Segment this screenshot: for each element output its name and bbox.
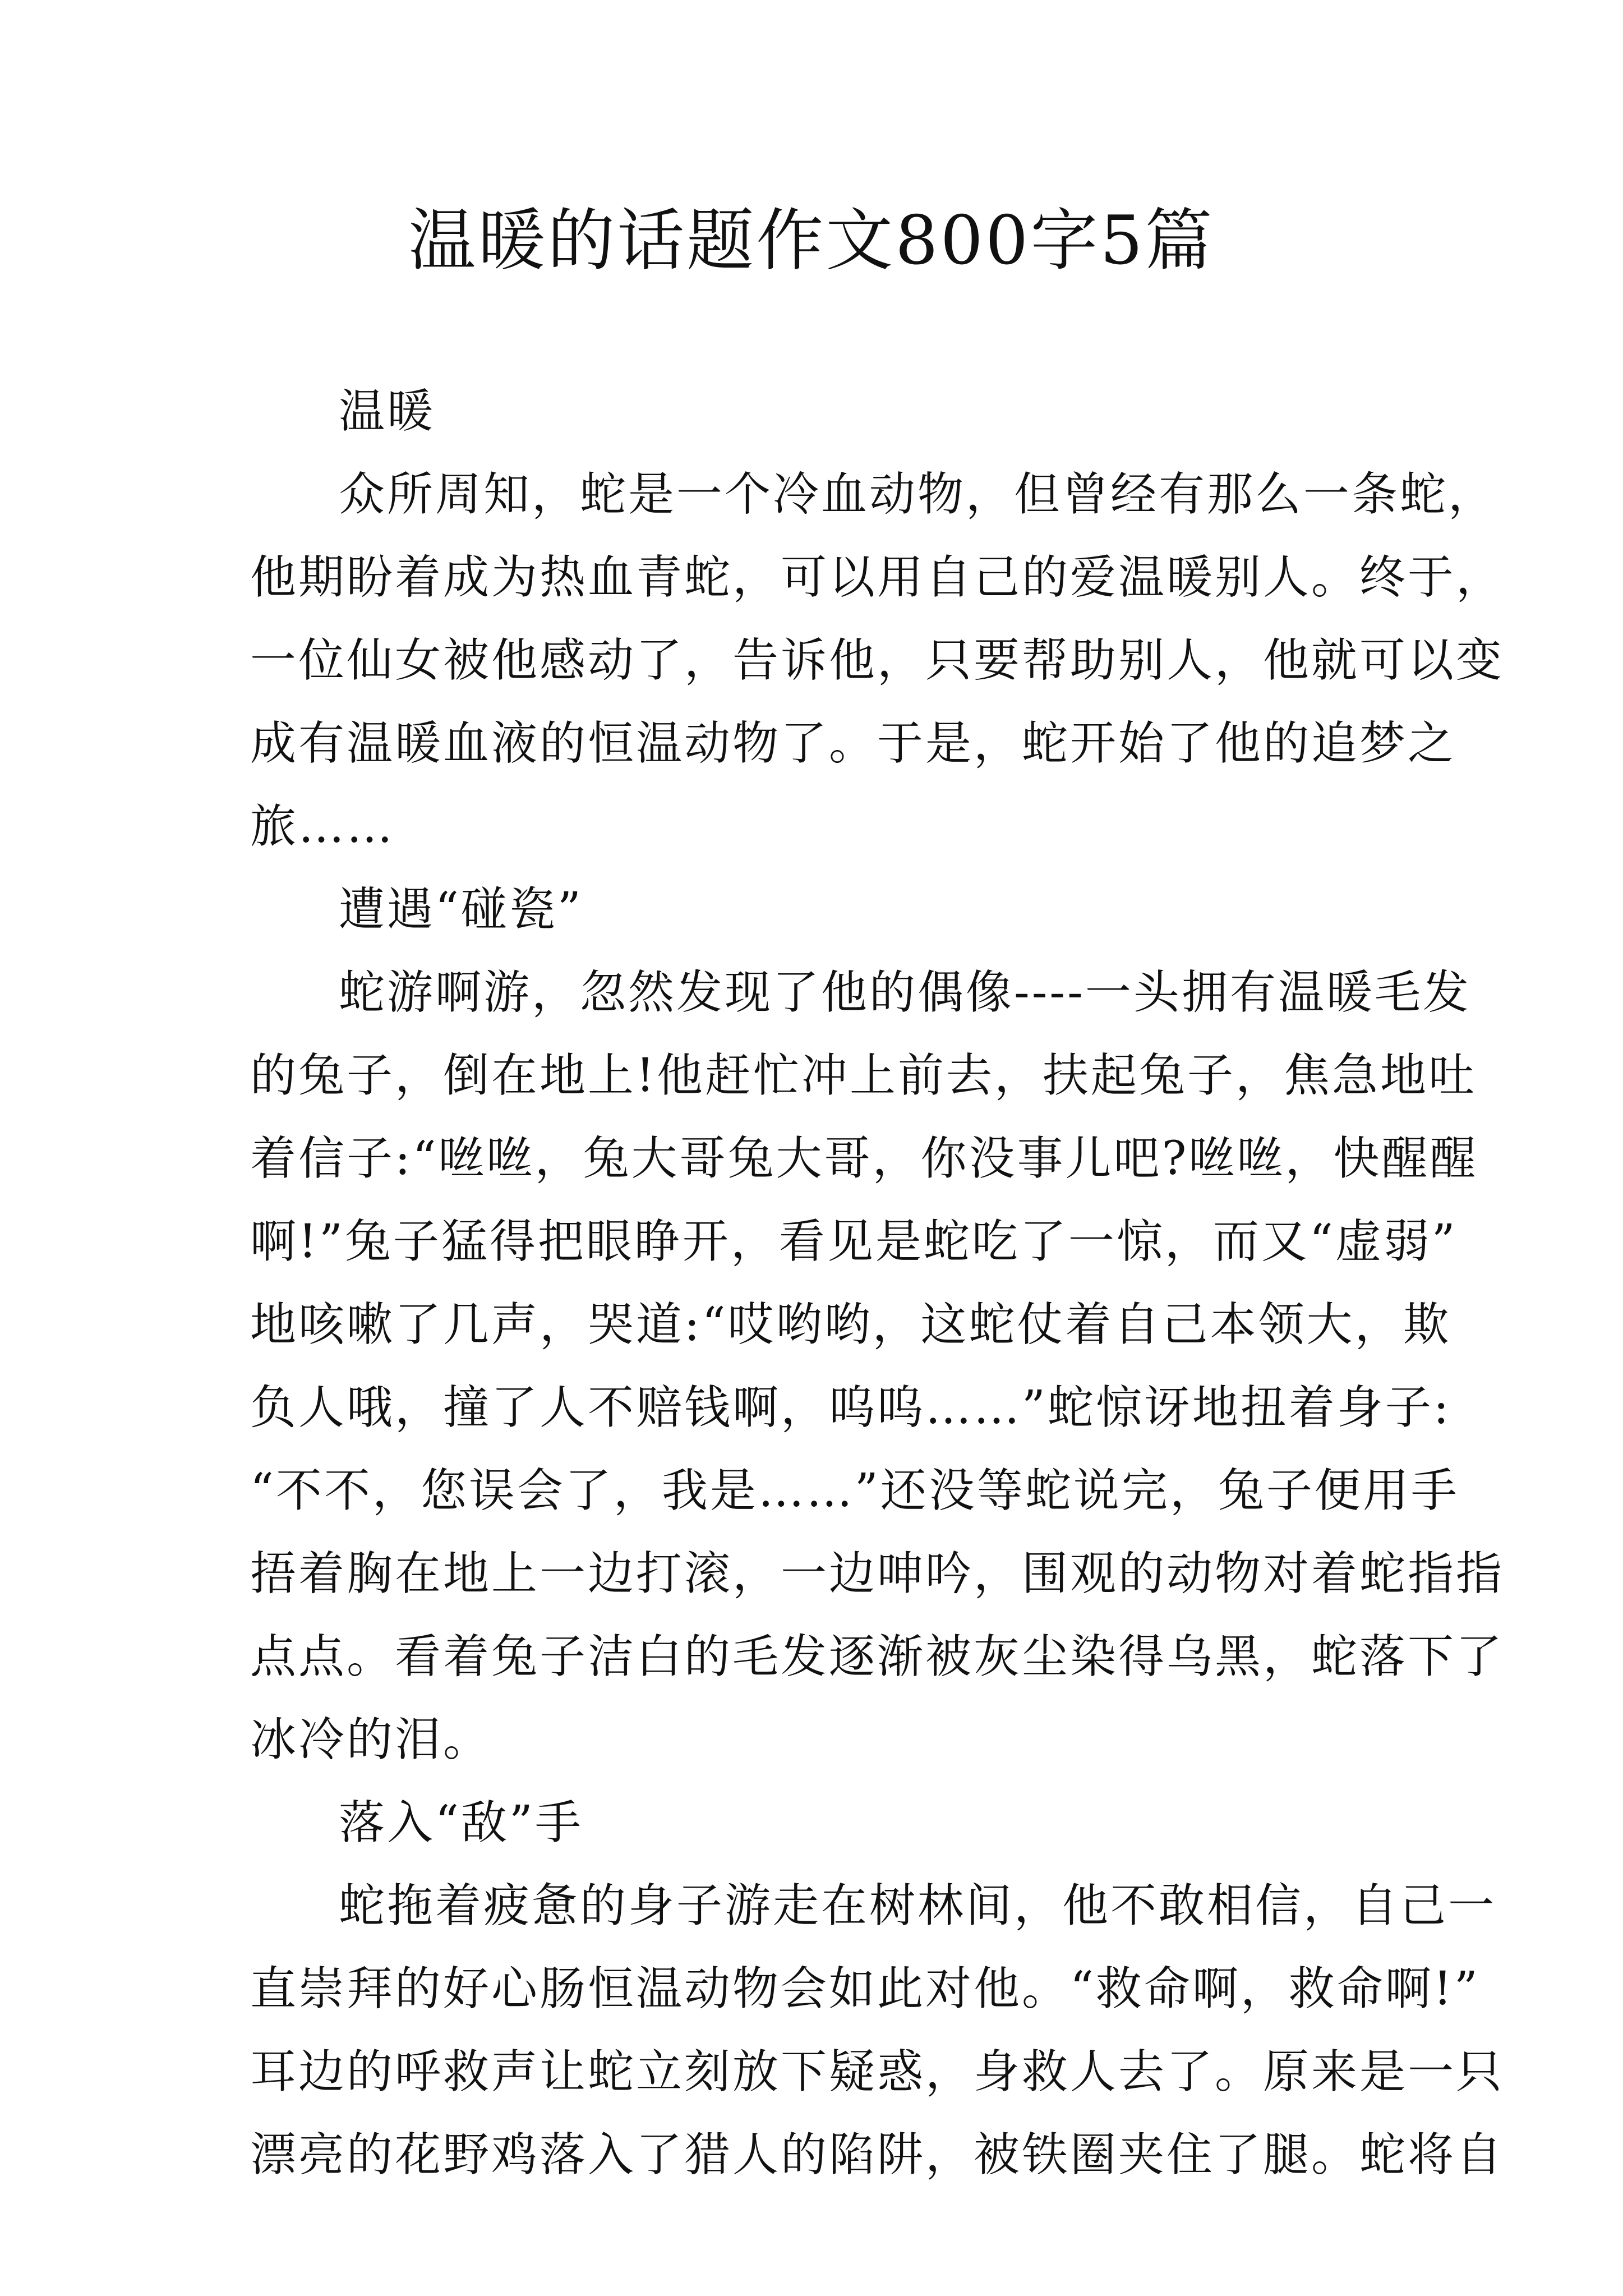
body-line: 着信子:“咝咝，兔大哥兔大哥，你没事儿吧?咝咝，快醒醒 xyxy=(250,1132,1478,1185)
body-line: 一位仙女被他感动了，告诉他，只要帮助别人，他就可以变 xyxy=(250,634,1505,687)
body-line: 他期盼着成为热血青蛇，可以用自己的爱温暖别人。终于， xyxy=(250,551,1505,604)
body-line: 众所周知，蛇是一个冷血动物，但曾经有那么一条蛇， xyxy=(339,468,1497,521)
body-line: 直崇拜的好心肠恒温动物会如此对他。“救命啊，救命啊!” xyxy=(250,1962,1480,2016)
body-line: 旅…… xyxy=(250,800,395,853)
body-line: 捂着胸在地上一边打滚，一边呻吟，围观的动物对着蛇指指 xyxy=(250,1547,1505,1600)
body-line: 遭遇“碰瓷” xyxy=(339,883,583,936)
body-line: 成有温暖血液的恒温动物了。于是，蛇开始了他的追梦之 xyxy=(250,717,1456,770)
body-line: 点点。看着兔子洁白的毛发逐渐被灰尘染得乌黑，蛇落下了 xyxy=(250,1630,1505,1683)
body-line: 的兔子，倒在地上!他赶忙冲上前去，扶起兔子，焦急地吐 xyxy=(250,1049,1477,1102)
document-body xyxy=(250,370,1505,2197)
body-line: 漂亮的花野鸡落入了猎人的陷阱，被铁圈夹住了腿。蛇将自 xyxy=(250,2128,1505,2182)
body-line: 落入“敌”手 xyxy=(339,1796,583,1849)
body-line: 蛇拖着疲惫的身子游走在树林间，他不敢相信，自己一 xyxy=(339,1879,1497,1932)
body-line: 温暖 xyxy=(339,385,436,438)
body-line: 蛇游啊游，忽然发现了他的偶像----一头拥有温暖毛发 xyxy=(339,966,1471,1019)
body-line: 负人哦，撞了人不赔钱啊，呜呜……”蛇惊讶地扭着身子: xyxy=(250,1381,1451,1434)
body-line: 冰冷的泪。 xyxy=(250,1713,492,1766)
document-title: 温暖的话题作文800字5篇 xyxy=(408,202,1215,280)
body-line: 地咳嗽了几声，哭道:“哎哟哟，这蛇仗着自己本领大，欺 xyxy=(250,1298,1451,1351)
body-line: 耳边的呼救声让蛇立刻放下疑惑，身救人去了。原来是一只 xyxy=(250,2045,1505,2099)
body-line: 啊!”兔子猛得把眼睁开，看见是蛇吃了一惊，而又“虚弱” xyxy=(250,1215,1458,1268)
body-line: “不不，您误会了，我是……”还没等蛇说完，兔子便用手 xyxy=(250,1464,1459,1517)
